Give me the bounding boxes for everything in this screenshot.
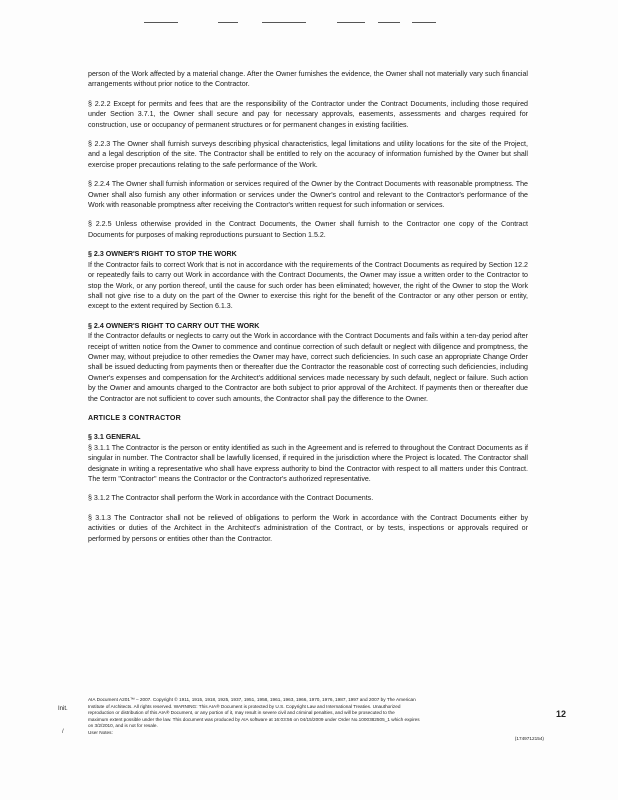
paragraph-2-2-2: § 2.2.2 Except for permits and fees that are the responsibility of the Contractor under the Contract Documents, including those required under Section 3.7.1, the Owner shall secure and pay for necessary approvals, easements, assessments and charges required for construction, use or occupancy of permanent structures or for permanent changes in existing facilities. — [88, 99, 528, 129]
paragraph-3-1-1: § 3.1.1 The Contractor is the person or entity identified as such in the Agreement and is referred to throughout the Contract Documents as if singular in number. The Contractor shall be lawfully licensed, if required in the jurisdiction where the Project is located. The Contractor shall designate in writing a representative who shall have express authority to bind the Contractor with respect to all matters under this Contract. The term "Contractor" means the Contractor or the Contractor's authorized representative. — [88, 443, 528, 483]
paragraph-3-1-3: § 3.1.3 The Contractor shall not be relieved of obligations to perform the Work in accordance with the Contract Documents either by activities or duties of the Architect in the Architect's administration of the Contract, or by tests, inspections or approvals required or performed by persons or entities other than the Contractor. — [88, 513, 528, 543]
document-body — [88, 69, 528, 553]
paragraph-continued: person of the Work affected by a material change. After the Owner furnishes the evidence, the Owner shall not materially vary such financial arrangements without prior notice to the Contractor. — [88, 70, 528, 89]
footer-user-notes: User Notes: — [88, 729, 113, 735]
footer-line: reproduction or distribution of this AIA® Document, or any portion of it, may result in severe civil and criminal penalties, and will be prosecuted to the — [88, 710, 395, 715]
page-number: 12 — [556, 709, 567, 719]
footer-line: on 3/2/2010, and is not for resale. — [88, 723, 158, 728]
header-rule-5 — [378, 22, 400, 23]
heading-3-1: § 3.1 GENERAL — [88, 433, 141, 442]
paragraph-2-4: If the Contractor defaults or neglects to carry out the Work in accordance with the Contract Documents and fails within a ten-day period after receipt of written notice from the Owner to commence and continue correction of such default or neglect with diligence and promptness, the Owner may, without prejudice to other remedies the Owner may have, correct such deficiencies. In such case an appropriate Change Order shall be issued deducting from payments then or thereafter due the Contractor the reasonable cost of correcting such deficiencies, including Owner's expenses and compensation for the Architect's additional services made necessary by such default, neglect or failure. Such action by the Owner and amounts charged to the Contractor are both subject to prior approval of the Architect. If payments then or thereafter due the Contractor are not sufficient to cover such amounts, the Contractor shall pay the difference to the Owner. — [88, 332, 528, 403]
paragraph-2-2-4: § 2.2.4 The Owner shall furnish information or services required of the Owner by the Contract Documents with reasonable promptness. The Owner shall also furnish any other information or services under the Owner's control and relevant to the Contractor's performance of the Work with reasonable promptness after receiving the Contractor's written request for such information or services. — [88, 180, 528, 210]
initials-mark: / — [62, 729, 64, 735]
paragraph-2-3: If the Contractor fails to correct Work that is not in accordance with the requirements of the Contract Documents as required by Section 12.2 or repeatedly fails to carry out Work in accordance with the Contract Documents, the Owner may issue a written order to the Contractor to stop the Work, or any portion thereof, until the cause for such order has been eliminated; however, the right of the Owner to stop the Work shall not give rise to a duty on the part of the Owner to exercise this right for the benefit of the Contractor or any other person or entity, except to the extent required by Section 6.1.3. — [88, 260, 528, 311]
header-rule-3 — [262, 22, 306, 23]
heading-2-4: § 2.4 OWNER'S RIGHT TO CARRY OUT THE WORK — [88, 321, 260, 330]
paragraph-3-1-2: § 3.1.2 The Contractor shall perform the Work in accordance with the Contract Documents. — [88, 494, 374, 503]
header-rule-4 — [337, 22, 365, 23]
copyright-footer — [88, 697, 544, 741]
paragraph-2-2-3: § 2.2.3 The Owner shall furnish surveys describing physical characteristics, legal limitations and utility locations for the site of the Project, and a legal description of the site. The Contractor shall be entitled to rely on the accuracy of information furnished by the Owner but shall exercise proper precautions relating to the safe performance of the Work. — [88, 140, 528, 169]
heading-2-3: § 2.3 OWNER'S RIGHT TO STOP THE WORK — [88, 250, 237, 259]
header-rule-2 — [218, 22, 238, 23]
header-rule-1 — [144, 22, 178, 23]
footer-line: maximum extent possible under the law. This document was produced by AIA software at 16:03:56 on 04/15/2009 under Order No.1000382505_1 which expires — [88, 716, 420, 722]
article-3-heading: ARTICLE 3 CONTRACTOR — [88, 413, 181, 422]
document-id: (1749712154) — [514, 736, 544, 741]
initials-label: Init. — [58, 706, 68, 712]
footer-line: Institute of Architects. All rights reserved. WARNING: This AIA® Document is protected by U.S. Copyright Law and International Treaties. Unauthorized — [88, 703, 401, 709]
footer-line: AIA Document A201™ – 2007. Copyright © 1911, 1915, 1918, 1925, 1937, 1951, 1958, 1961, 1963, 1966, 1970, 1976, 1987, 1997 and 2007 by The American — [88, 697, 416, 702]
header-rule-6 — [412, 22, 436, 23]
paragraph-2-2-5: § 2.2.5 Unless otherwise provided in the Contract Documents, the Owner shall furnish to the Contractor one copy of the Contract Documents for purposes of making reproductions pursuant to Section 1.5.2. — [88, 220, 528, 239]
